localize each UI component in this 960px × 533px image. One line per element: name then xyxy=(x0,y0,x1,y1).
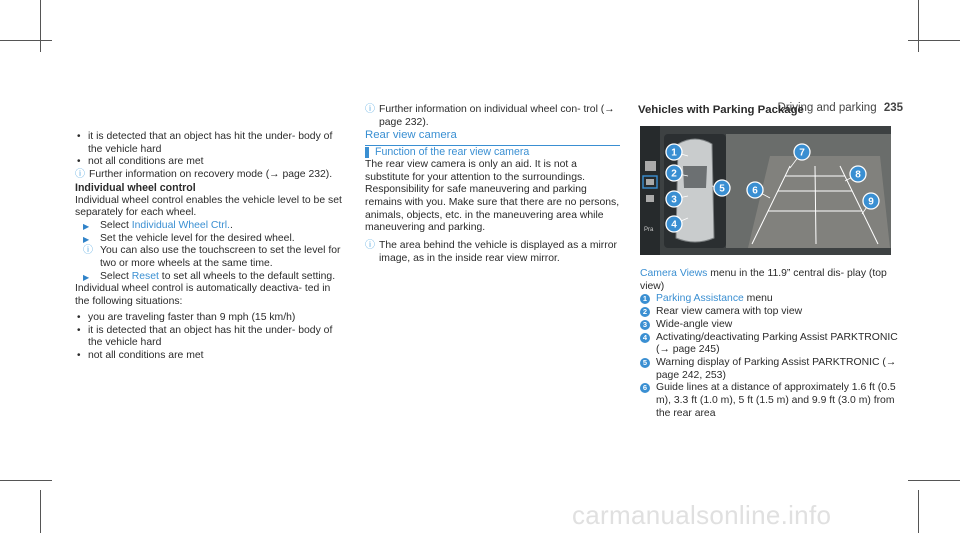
note-text: The area behind the vehicle is displayed as a mirror image, as in the inside rear view mirror. xyxy=(379,240,617,264)
legend-text: Guide lines at a distance of approximately 1.6 ft (0.5 m), 3.3 ft (1.0 m), 5 ft (1.5 m) and 9.9 ft (3.0 m) from the rear area xyxy=(656,382,896,419)
figure-legend xyxy=(640,293,900,420)
menu-link-parking-assistance[interactable]: Parking Assistance xyxy=(656,293,744,305)
list-item: • not all conditions are met xyxy=(75,156,347,169)
section-heading: Vehicles with Parking Package xyxy=(638,104,804,116)
section-heading: Individual wheel control xyxy=(75,181,196,194)
legend-number-badge: 5 xyxy=(640,358,650,368)
menu-link-individual-wheel-ctrl[interactable]: Individual Wheel Ctrl. xyxy=(131,219,230,231)
legend-number-badge: 6 xyxy=(640,383,650,393)
column-right xyxy=(640,268,900,420)
step: ▶ Select Individual Wheel Ctrl.. xyxy=(75,220,347,233)
crop-mark xyxy=(40,490,41,533)
crop-mark xyxy=(908,40,960,41)
crop-mark xyxy=(918,0,919,52)
figure-sidebar-label: Pra xyxy=(644,227,654,233)
paragraph: Individual wheel control is automatically deactiva- ted in the following situations: xyxy=(75,283,331,308)
page-number: 235 xyxy=(883,102,903,114)
legend-item xyxy=(640,306,900,319)
legend-text: menu xyxy=(743,293,773,305)
legend-number-badge: 1 xyxy=(640,294,650,304)
figure-marker-label: 7 xyxy=(799,147,805,159)
figure-marker-label: 4 xyxy=(671,219,677,231)
legend-text: Rear view camera with top view xyxy=(656,306,803,318)
legend-text: Warning display of Parking Assist PARKTRONIC (→ page 242, 253) xyxy=(656,356,897,381)
list-item: • it is detected that an object has hit the under- body of the vehicle hard xyxy=(75,131,347,156)
crop-mark xyxy=(0,40,52,41)
info-icon: ⓘ xyxy=(365,104,375,115)
menu-link-camera-views[interactable]: Camera Views xyxy=(640,268,708,279)
crop-mark xyxy=(908,480,960,481)
note-text: Further information on individual wheel con- trol (→ page 232). xyxy=(379,104,615,128)
car-roof xyxy=(683,166,707,188)
menu-link-reset[interactable]: Reset xyxy=(131,270,159,282)
camera-view-illustration xyxy=(640,126,891,255)
step: ▶ Set the vehicle level for the desired wheel. xyxy=(75,233,347,246)
legend-item xyxy=(640,332,900,357)
step-arrow-icon: ▶ xyxy=(83,272,90,282)
section-title: Driving and parking xyxy=(777,102,877,114)
camera-view-figure xyxy=(640,126,891,255)
section-heading: Rear view camera xyxy=(365,129,620,146)
info-icon: ⓘ xyxy=(83,245,93,257)
figure-marker-label: 9 xyxy=(868,196,874,208)
legend-text: Wide-angle view xyxy=(656,318,733,330)
figure-sidebar xyxy=(640,126,660,255)
figure-sidebar-icon xyxy=(645,161,656,171)
step: ▶ Select Reset to set all wheels to the default setting. xyxy=(75,271,347,284)
info-icon: ⓘ xyxy=(75,169,85,181)
figure-marker-label: 5 xyxy=(719,183,725,195)
info-note xyxy=(365,104,620,129)
legend-item xyxy=(640,357,900,382)
figure-sidebar-icon xyxy=(646,179,654,185)
crop-mark xyxy=(0,480,52,481)
list-item: • not all conditions are met xyxy=(75,350,347,363)
figure-marker-label: 1 xyxy=(671,147,677,159)
list-item: • it is detected that an object has hit the under- body of the vehicle hard xyxy=(75,325,347,350)
column-left xyxy=(75,131,347,363)
legend-item xyxy=(640,293,900,306)
crop-mark xyxy=(40,0,41,52)
legend-number-badge: 3 xyxy=(640,320,650,330)
crop-mark xyxy=(918,490,919,533)
step-arrow-icon: ▶ xyxy=(83,221,90,231)
figure-marker-label: 8 xyxy=(855,169,861,181)
watermark: carmanualsonline.info xyxy=(572,500,832,530)
note-text: Further information on recovery mode (→ page 232). xyxy=(89,169,333,181)
legend-number-badge: 4 xyxy=(640,333,650,343)
subsection-heading: Function of the rear view camera xyxy=(365,146,620,159)
legend-text: Activating/deactivating Parking Assist PARKTRONIC (→ page 245) xyxy=(656,331,898,356)
paragraph: The rear view camera is only an aid. It is not a substitute for your attention to the surroundings. Responsibility for safe maneuvering and parking remains with you. Make sure that there are no persons, animals, objects, etc. in the maneuvering area while maneuvering and parking. xyxy=(365,158,620,234)
info-icon: ⓘ xyxy=(365,240,375,252)
step-arrow-icon: ▶ xyxy=(83,234,90,244)
info-note xyxy=(75,169,347,182)
note-text: You can also use the touchscreen to set the level for two or more wheels at the same time. xyxy=(100,245,341,270)
info-note xyxy=(365,240,620,265)
figure-caption: Camera Views menu in the 11.9” central dis- play (top view) xyxy=(640,268,887,292)
legend-number-badge: 2 xyxy=(640,307,650,317)
figure-marker-label: 3 xyxy=(671,194,677,206)
figure-marker-label: 2 xyxy=(671,168,677,180)
figure-sidebar-icon xyxy=(646,195,654,202)
info-note xyxy=(75,245,347,270)
figure-marker-label: 6 xyxy=(752,185,758,197)
legend-item xyxy=(640,382,900,420)
legend-item xyxy=(640,319,900,332)
column-middle xyxy=(365,104,620,265)
paragraph: Individual wheel control enables the vehicle level to be set separately for each wheel. xyxy=(75,194,342,219)
list-item: • you are traveling faster than 9 mph (15 km/h) xyxy=(75,312,347,325)
